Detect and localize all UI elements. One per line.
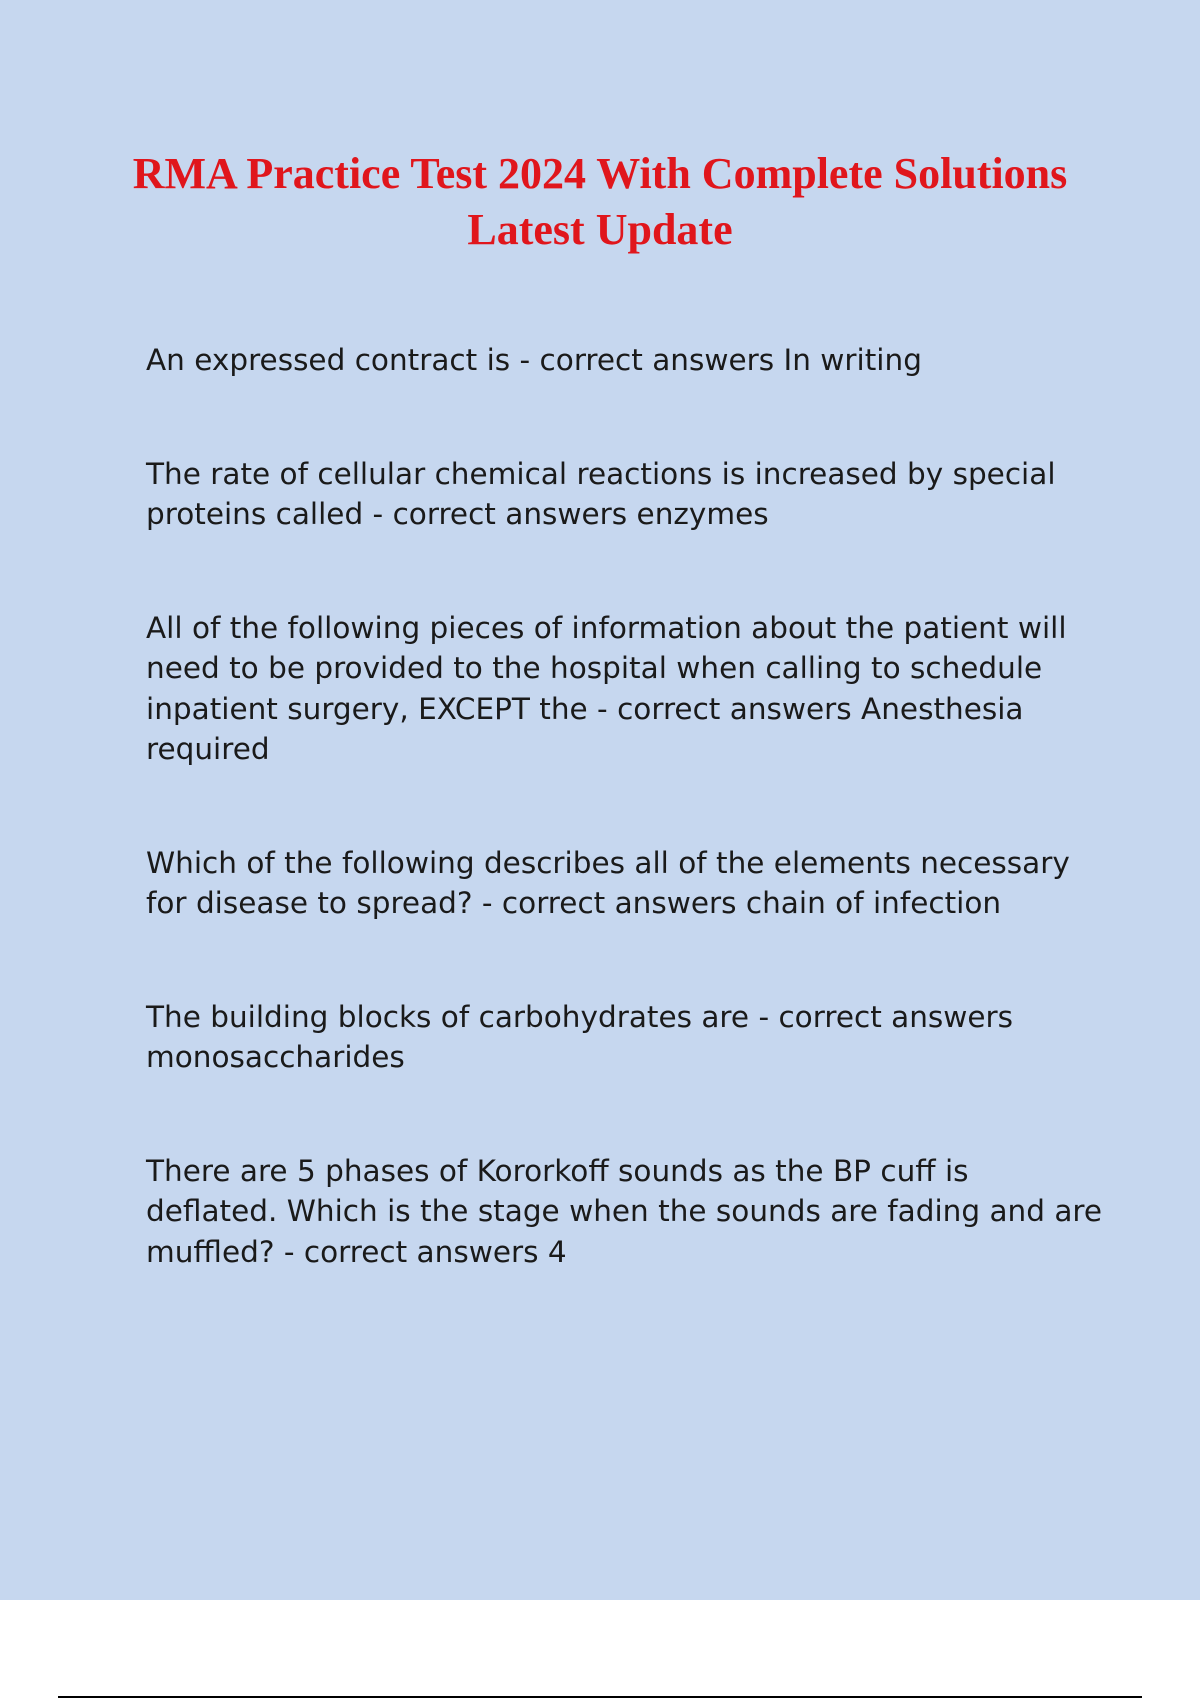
document-title: RMA Practice Test 2024 With Complete Solutions Latest Update xyxy=(132,149,1068,254)
qa-list xyxy=(146,340,1106,1272)
qa-item: There are 5 phases of Kororkoff sounds as the BP cuff is deflated. Which is the stage when the sounds are fading and are muffled? - correct answers 4 xyxy=(146,1153,1103,1269)
qa-item: The rate of cellular chemical reactions is increased by special proteins called - correct answers enzymes xyxy=(146,456,1056,531)
qa-item: The building blocks of carbohydrates are - correct answers monosaccharides xyxy=(146,999,1014,1074)
qa-item: An expressed contract is - correct answers In writing xyxy=(146,343,922,377)
qa-item: All of the following pieces of information about the patient will need to be provided to the hospital when calling to schedule inpatient surgery, EXCEPT the - correct answers Anesthesia required xyxy=(146,610,1067,766)
qa-item: Which of the following describes all of the elements necessary for disease to spread? - correct answers chain of infection xyxy=(146,845,1070,920)
footer-rule xyxy=(58,1696,1142,1698)
